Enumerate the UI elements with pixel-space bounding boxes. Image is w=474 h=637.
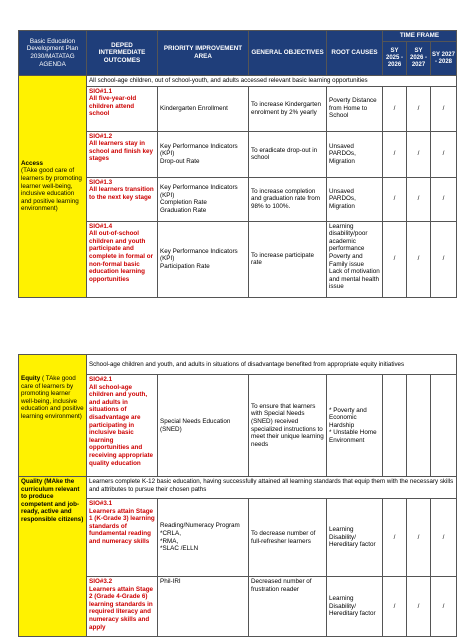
access-intro: All school-age children, out of school-youth, and adults accessed relevant basic learning opportunities — [87, 76, 457, 87]
outcome-code: SIO#1.3 — [89, 178, 113, 186]
quality-pillar-title: Quality — [21, 478, 43, 485]
equity-quality-table — [18, 354, 457, 637]
sy2-mark: / — [407, 499, 431, 577]
outcome-code: SIO#2.1 — [89, 376, 113, 383]
objective-cell: To ensure that learners with Special Needs (SNED) received specialized instructions to meet their unique learning needs — [249, 375, 327, 477]
sy3-mark: / — [431, 221, 457, 297]
access-pillar-desc: (TAke good care of learners by promoting learner well-being, inclusive education and positive learning environment) — [21, 167, 82, 213]
sy1-mark: / — [383, 131, 407, 177]
access-table — [18, 30, 457, 298]
sy2-mark: / — [407, 131, 431, 177]
pia-cell: Special Needs Education (SNED) — [158, 375, 249, 477]
equity-pillar-desc: ( TAke good care of learners by promoting learner well-being, inclusive education and positive learning environment) — [21, 375, 84, 420]
outcome-code: SIO#1.1 — [89, 87, 113, 95]
pia-cell: Key Performance Indicators (KPI) Participation Rate — [158, 221, 249, 297]
header-basic-plan: Basic Education Development Plan 2030/MATATAG AGENDA — [19, 31, 87, 76]
objective-cell: To increase completion and graduation rate from 98% to 100%. — [249, 177, 327, 221]
sy2-mark: / — [407, 221, 431, 297]
sy3-mark: / — [431, 499, 457, 577]
pia-cell: Key Performance Indicators (KPI) Completion Rate Graduation Rate — [158, 177, 249, 221]
objective-cell: To increase Kindergarten enrolment by 2% yearly — [249, 86, 327, 131]
root-cause-cell: Unsaved PARDOs, Migration — [327, 177, 383, 221]
header-row — [19, 31, 457, 42]
root-cause-cell: Learning Disability/ Hereditary factor — [327, 499, 383, 577]
header-sy-3: SY 2027 - 2028 — [431, 42, 457, 76]
root-cause-cell: * Poverty and Economic Hardship * Unstable Home Environment — [327, 375, 383, 477]
header-deped-outcomes: DEPED INTERMEDIATE OUTCOMES — [87, 31, 158, 76]
equity-pillar-cell — [19, 355, 87, 477]
header-sy-2: SY 2026 - 2027 — [407, 42, 431, 76]
outcome-code: SIO#3.2 — [89, 578, 113, 585]
header-root-causes: ROOT CAUSES — [327, 31, 383, 76]
sy1-mark: / — [383, 577, 407, 637]
header-time-frame: TIME FRAME — [383, 31, 457, 42]
sy3-mark: / — [431, 86, 457, 131]
outcome-text: Learners attain Stage 2 (Grade 4-Grade 6) learning standards in required literacy and numeracy skills and apply — [89, 585, 154, 631]
outcome-code: SIO#3.1 — [89, 500, 113, 507]
outcome-text: All school-age children and youth, and adults in situations of disadvantage are participating in inclusive basic learning opportunities and receiving appropriate quality education — [89, 383, 154, 467]
quality-pillar-cell — [19, 477, 87, 637]
outcome-text: All learners transition to the next key stage — [89, 186, 154, 201]
outcome-code: SIO#1.4 — [89, 222, 113, 230]
equity-intro: School-age children and youth, and adults in situations of disadvantage benefited from appropriate equity initiatives — [87, 355, 457, 375]
sy2-mark: / — [407, 86, 431, 131]
equity-pillar-title: Equity — [21, 375, 41, 382]
quality-intro: Learners complete K-12 basic education, having successfully attained all learning standards that equip them with the necessary skills and attributes to pursue their chosen paths — [87, 477, 457, 499]
sy1-mark: / — [383, 86, 407, 131]
root-cause-cell: Poverty Distance from Home to School — [327, 86, 383, 131]
sy3-mark: / — [431, 577, 457, 637]
outcome-code: SIO#1.2 — [89, 132, 113, 140]
sy3-mark — [431, 375, 457, 477]
access-pillar-title: Access — [21, 159, 44, 167]
header-priority-area: PRIORITY IMPROVEMENT AREA — [158, 31, 249, 76]
sy1-mark: / — [383, 221, 407, 297]
outcome-text: All out-of-school children and youth participate and complete in formal or non-formal basic education learning opportunities — [89, 230, 154, 283]
header-general-objectives: GENERAL OBJECTIVES — [249, 31, 327, 76]
header-sy-1: SY 2025 - 2026 — [383, 42, 407, 76]
sy1-mark: / — [383, 177, 407, 221]
outcome-text: All learners stay in school and finish key stages — [89, 140, 154, 163]
sy2-mark — [407, 375, 431, 477]
outcome-text: Learners attain Stage 1 (K-Grade 3) learning standards of fundamental reading and numeracy skills — [89, 507, 155, 545]
objective-cell: Decreased number of frustration reader — [249, 577, 327, 637]
sy1-mark: / — [383, 499, 407, 577]
root-cause-cell: Learning Disability/ Hereditary factor — [327, 577, 383, 637]
outcome-text: All five-year-old children attend school — [89, 95, 137, 118]
sy3-mark: / — [431, 177, 457, 221]
pia-cell: Kindergarten Enrollment — [158, 86, 249, 131]
objective-cell: To increase participate rate — [249, 221, 327, 297]
root-cause-cell: Unsaved PARDOs, Migration — [327, 131, 383, 177]
root-cause-cell: Learning disability/poor academic performance Poverty and Family issue Lack of motivation and mental health issue — [327, 221, 383, 297]
sy2-mark: / — [407, 177, 431, 221]
access-pillar-cell — [19, 76, 87, 298]
objective-cell: To decrease number of full-refresher learners — [249, 499, 327, 577]
pia-cell: Phil-IRI — [158, 577, 249, 637]
sy3-mark: / — [431, 131, 457, 177]
sy1-mark — [383, 375, 407, 477]
quality-pillar-desc: (MAke the curriculum relevant to produce competent and job-ready, active and responsible citizens) — [21, 478, 84, 523]
pia-cell: Key Performance Indicators (KPI) Drop-out Rate — [158, 131, 249, 177]
pia-cell: Reading/Numeracy Program *CRLA, *RMA, *SLAC /ELLN — [158, 499, 249, 577]
sy2-mark: / — [407, 577, 431, 637]
objective-cell: To eradicate drop-out in school — [249, 131, 327, 177]
